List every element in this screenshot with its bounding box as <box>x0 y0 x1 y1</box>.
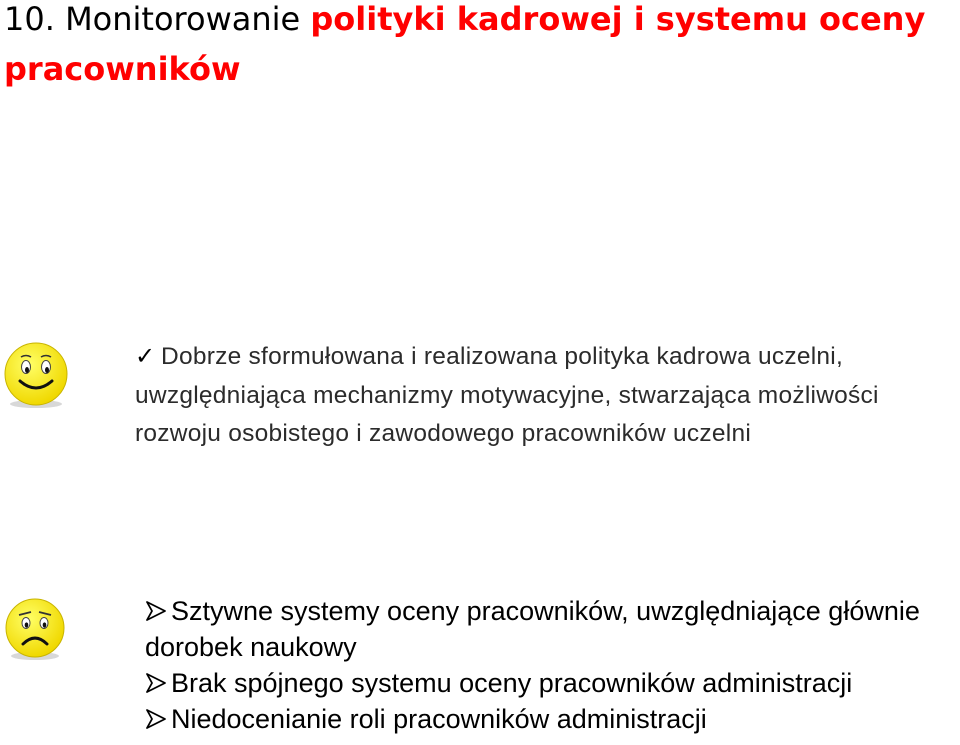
weakness-item <box>145 593 960 665</box>
weakness-text: Brak spójnego systemu oceny pracowników administracji <box>171 668 853 698</box>
title-number: 10. Monitorowanie <box>4 0 311 38</box>
weakness-item <box>145 665 960 701</box>
weakness-text: Sztywne systemy oceny pracowników, uwzględniające głównie dorobek naukowy <box>145 596 920 662</box>
strength-text: Dobrze sformułowana i realizowana polityka kadrowa uczelni, uwzględniająca mechanizmy motywacyjne, stwarzająca możliwości rozwoju osobistego i zawodowego pracowników uczelni <box>135 343 879 447</box>
check-icon: ✓ <box>135 343 156 370</box>
title-highlight: polityki kadrowej i systemu oceny pracowników <box>4 0 926 88</box>
weaknesses-list <box>145 593 960 737</box>
arrow-bullet-icon <box>145 701 171 737</box>
arrow-bullet-icon <box>145 665 171 701</box>
slide-title <box>4 0 954 94</box>
arrow-bullet-icon <box>145 593 171 629</box>
strengths-list <box>135 338 935 454</box>
happy-face-icon <box>2 341 70 409</box>
weakness-text: Niedocenianie roli pracowników administracji <box>171 704 707 734</box>
sad-face-icon <box>3 597 67 661</box>
strength-item <box>135 338 935 454</box>
weakness-item <box>145 701 960 737</box>
